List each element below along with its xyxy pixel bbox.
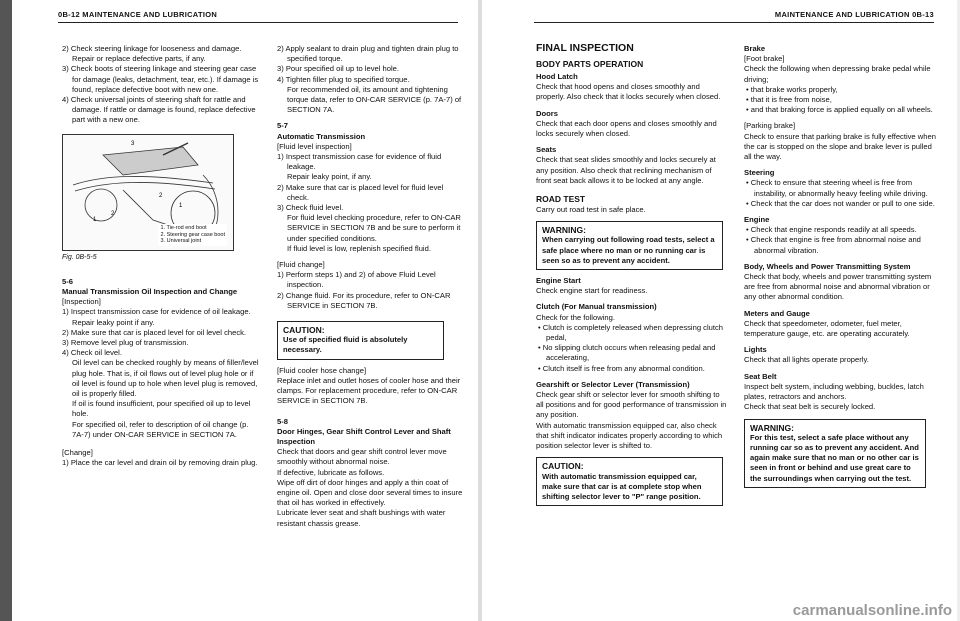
paragraph: Check for the following. — [536, 312, 615, 322]
paragraph: Check that seat belt is securely locked. — [744, 402, 876, 412]
bullet-text: Check to ensure that steering wheel is free from instability, or abnormally heavy feeling while driving. — [750, 178, 928, 198]
paragraph: If defective, lubricate as follows. — [277, 467, 385, 477]
warning-title: WARNING: — [750, 422, 794, 433]
paragraph: Check to ensure that parking brake is fully effective when the car is stopped on the slope and brake lever is pulled all the way. — [744, 131, 936, 162]
bullet-text: No slipping clutch occurs when releasing pedal and accelerating, — [542, 343, 716, 363]
bullet-item: • Check that the car does not wander or pull to one side. — [746, 198, 935, 208]
section-number: 5-6 — [62, 276, 73, 286]
warning-text: When carrying out following road tests, select a safe place where no man or no running car is seen so as to prevent any accident. — [542, 235, 715, 265]
chapter-heading: FINAL INSPECTION — [536, 42, 634, 54]
subheading: [Fluid level inspection] — [277, 141, 352, 151]
section-heading: ROAD TEST — [536, 194, 586, 205]
page-edge-shadow — [0, 0, 12, 621]
paragraph: Check that each door opens and closes smoothly and locks securely when closed. — [536, 118, 717, 139]
column-4 — [744, 44, 938, 494]
bullet-item: • that brake works properly, — [746, 84, 838, 94]
left-page — [0, 0, 478, 621]
step-text: 1) Place the car level and drain oil by removing drain plug. — [62, 458, 258, 468]
svg-text:1: 1 — [93, 216, 97, 223]
section-number: 5-8 — [277, 416, 288, 426]
bullet-item: • Clutch itself is free from any abnormal condition. — [538, 363, 705, 373]
paragraph: Check that body, wheels and power transmitting system are free from abnormal noise and abnormal vibration or any other abnormal condition. — [744, 272, 932, 302]
bullet-item: • Check that engine responds readily at all speeds. — [746, 225, 917, 235]
step-text: For specified oil, refer to description of oil change (p. 7A-7) under ON-CAR SERVICE in SECTION 7A. — [72, 419, 249, 439]
right-page-header: MAINTENANCE AND LUBRICATION 0B-13 — [774, 10, 934, 19]
paragraph: Check gear shift or selector lever for smooth shifting to all positions and for good performance of transmission in any position. — [536, 390, 727, 420]
legend-item: 3. Universal joint — [160, 238, 202, 245]
step-text: If oil is found insufficient, pour specified oil up to level hole. — [72, 399, 251, 419]
bullet-text: that brake works properly, — [750, 84, 838, 94]
item-heading: Brake — [744, 44, 766, 53]
step-text: If fluid level is low, replenish specified fluid. — [287, 243, 431, 253]
paragraph: Wipe off dirt of door hinges and apply a thin coat of engine oil. Open and close door several times to insure that oil has worked in effectively. — [277, 477, 463, 508]
step-text: 3) Check boots of steering linkage and steering gear case for damage (leaks, detachment, tear, etc.). If damage is found, replace defective boot with new one. — [62, 64, 259, 94]
step-text: 4) Check oil level. — [62, 348, 122, 358]
step-text: 4) Check universal joints of steering shaft for rattle and damage. If rattle or damage is found, replace defective part with a new one. — [62, 95, 256, 125]
step-text: 2) Change fluid. For its procedure, refer to ON-CAR SERVICE in SECTION 7B. — [277, 290, 451, 310]
bullet-text: Clutch is completely released when depressing clutch pedal, — [542, 322, 724, 343]
bullet-item: • Check that engine is free from abnormal noise and abnormal vibration. — [746, 235, 921, 255]
step-text: 2) Apply sealant to drain plug and tighten drain plug to specified torque. — [277, 44, 459, 64]
item-heading: Gearshift or Selector Lever (Transmission) — [536, 379, 690, 389]
step-text: 4) Tighten filler plug to specified torque. — [277, 74, 410, 84]
step-text: 1) Perform steps 1) and 2) of above Fluid Level inspection. — [277, 270, 436, 290]
step-text: Repair leaky point if any. — [72, 317, 155, 327]
section-title: Door Hinges, Gear Shift Control Lever and Shaft Inspection — [277, 426, 451, 446]
bullet-item: • Check to ensure that steering wheel is free from instability, or abnormally heavy feeling while driving. — [746, 178, 928, 198]
svg-text:2: 2 — [159, 192, 163, 199]
section-title: Automatic Transmission — [277, 131, 366, 141]
steering-figure — [62, 134, 234, 251]
bullet-item: • that it is free from noise, — [746, 95, 832, 105]
subheading: [Change] — [62, 448, 93, 458]
step-text: 1) Inspect transmission case for evidence of oil leakage. — [62, 307, 251, 317]
svg-text:1: 1 — [179, 202, 183, 209]
paragraph: Inspect belt system, including webbing, buckles, latch plates, retractors and anchors. — [744, 381, 924, 402]
item-heading: Clutch (For Manual transmission) — [536, 302, 657, 312]
bullet-item: • and that braking force is applied equally on all wheels. — [746, 105, 933, 115]
bullet-text: Check that engine responds readily at all speeds. — [750, 225, 917, 235]
item-heading: Hood Latch — [536, 72, 578, 81]
figure-legend — [158, 224, 227, 246]
item-heading: Body, Wheels and Power Transmitting System — [744, 261, 911, 271]
item-heading: Engine — [744, 215, 770, 225]
warning-box — [536, 221, 723, 270]
bullet-text: that it is free from noise, — [750, 95, 832, 105]
step-text: 2) Make sure that car is placed level for oil level check. — [62, 327, 247, 337]
step-text: Repair leaky point, if any. — [287, 172, 372, 182]
step-text: 2) Check steering linkage for looseness and damage. Repair or replace defective parts, if any. — [62, 44, 242, 64]
column-2 — [277, 44, 467, 529]
caution-box — [277, 321, 444, 360]
paragraph: Lubricate lever seat and shaft bushings with water resistant chassis grease. — [277, 508, 446, 528]
svg-text:2: 2 — [111, 210, 115, 217]
caution-box — [536, 457, 723, 506]
bullet-item: • Clutch is completely released when depressing clutch pedal, — [538, 322, 724, 343]
subheading: [Inspection] — [62, 297, 101, 307]
paragraph: Check that seat slides smoothly and locks securely at any position. Also check that reclining mechanism of front seat back allows it to be locked at any angle. — [536, 155, 716, 185]
item-heading: Seat Belt — [744, 371, 777, 381]
step-text: For fluid level checking procedure, refer to ON-CAR SERVICE in SECTION 7B and be sure to perform it under specified conditions. — [287, 213, 461, 243]
caution-title: CAUTION: — [542, 461, 584, 472]
figure-caption: Fig. 0B-5-5 — [62, 253, 97, 261]
item-heading: Doors — [536, 108, 558, 118]
section-title: Manual Transmission Oil Inspection and Change — [62, 287, 238, 297]
step-text: 2) Make sure that car is placed level for fluid level check. — [277, 182, 444, 202]
paragraph: Check the following when depressing brake pedal while driving; — [744, 64, 931, 84]
paragraph: Check that speedometer, odometer, fuel meter, temperature gauge, etc. are operating accurately. — [744, 318, 910, 339]
item-heading: Seats — [536, 145, 557, 155]
step-text: For recommended oil, its amount and tightening torque data, refer to ON-CAR SERVICE (p. 7A-7) of SECTION 7A. — [287, 84, 462, 115]
warning-text: For this test, select a safe place without any running car so as to prevent any accident. And again make sure that no man or no other car is seen in front or behind and use great care to the surroundings when carrying out the test. — [750, 432, 919, 483]
paragraph: Check that all lights operate properly. — [744, 355, 869, 365]
item-heading: Lights — [744, 345, 767, 355]
column-1 — [62, 44, 260, 468]
warning-title: WARNING: — [542, 225, 586, 236]
caution-text: Use of specified fluid is absolutely necessary. — [283, 335, 408, 355]
watermark: carmanualsonline.info — [792, 602, 952, 619]
item-heading: Meters and Gauge — [744, 308, 810, 318]
header-rule — [534, 22, 934, 23]
step-text: 1) Inspect transmission case for evidence of fluid leakage. — [277, 152, 442, 172]
paragraph: With automatic transmission equipped car, also check that shift indicator indicates properly according to which position selector lever is shifted to. — [536, 420, 723, 451]
column-3 — [536, 40, 728, 512]
legend-item: 1. Tie-rod end boot — [160, 225, 207, 232]
subheading: [Fluid change] — [277, 260, 325, 270]
item-heading: Steering — [744, 168, 775, 178]
section-number: 5-7 — [277, 121, 288, 131]
bullet-text: Check that engine is free from abnormal noise and abnormal vibration. — [750, 235, 921, 255]
left-page-header: 0B-12 MAINTENANCE AND LUBRICATION — [58, 10, 218, 19]
caution-text: With automatic transmission equipped car, make sure that car is at complete stop when shifting selector lever to "P" range position. — [542, 471, 702, 501]
subheading: [Fluid cooler hose change] — [277, 365, 367, 375]
step-text: 3) Check fluid level. — [277, 203, 344, 213]
subheading: [Parking brake] — [744, 121, 796, 131]
bullet-text: Clutch itself is free from any abnormal condition. — [542, 363, 705, 373]
step-text: 3) Remove level plug of transmission. — [62, 338, 189, 348]
bullet-text: and that braking force is applied equally on all wheels. — [750, 105, 933, 115]
bullet-item: • No slipping clutch occurs when releasing pedal and accelerating, — [538, 343, 716, 363]
section-heading: BODY PARTS OPERATION — [536, 59, 644, 69]
step-text: 3) Pour specified oil up to level hole. — [277, 64, 399, 74]
svg-text:3: 3 — [131, 140, 135, 147]
paragraph: Check that hood opens and closes smoothly and properly. Also check that it locks securely when closed. — [536, 82, 721, 102]
paragraph: Carry out road test in safe place. — [536, 205, 646, 215]
right-page — [482, 0, 960, 621]
header-rule — [58, 22, 458, 23]
caution-title: CAUTION: — [283, 325, 325, 336]
step-text: Oil level can be checked roughly by means of filler/level plug hole. That is, if oil flows out of level plug hole or if oil level is found up to hole when level plug is removed, oil is properly filled. — [72, 358, 259, 399]
paragraph: Check that doors and gear shift control lever move smoothly without abnormal noise. — [277, 447, 447, 467]
paragraph: Check engine start for readiness. — [536, 286, 648, 296]
subheading: [Foot brake] — [744, 54, 785, 64]
bullet-text: Check that the car does not wander or pull to one side. — [750, 198, 935, 208]
legend-item: 2. Steering gear case boot — [160, 231, 225, 238]
item-heading: Engine Start — [536, 276, 581, 286]
warning-box — [744, 419, 926, 488]
paragraph: Replace inlet and outlet hoses of cooler hose and their clamps. For replacement procedure, refer to ON-CAR SERVICE in SECTION 7B. — [277, 375, 461, 406]
